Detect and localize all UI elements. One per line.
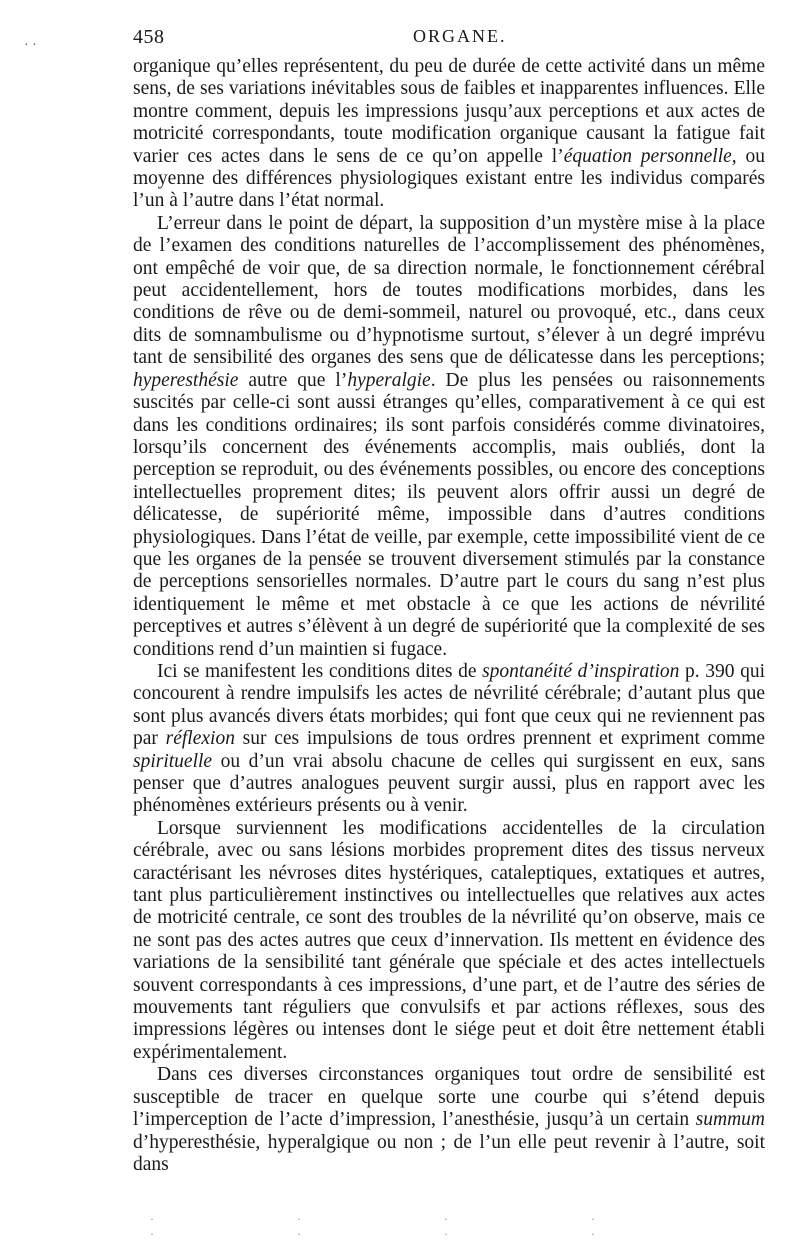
text-run: sur ces impulsions de tous ordres prennent et expriment comme bbox=[234, 728, 766, 750]
paragraph bbox=[133, 818, 765, 1064]
paragraph bbox=[133, 661, 765, 818]
footer-specks: · · · · · · · · bbox=[150, 1212, 665, 1241]
italic-term: spontanéité d’inspiration bbox=[482, 660, 680, 682]
italic-term: hyperesthésie bbox=[133, 369, 239, 391]
text-run: Ici se manifestent les conditions dites de bbox=[157, 660, 483, 682]
page-header bbox=[0, 20, 800, 53]
text-run: organique qu’elles représentent, du peu de durée de cette activité dans un même sens, de ses variations inévitables sous de faibles et inapparentes influences. Elle montre comment, depuis les impressions jusqu’aux perceptions et aux actes de motricité correspondants, toute modification organique causant la fatigue fait varier ces actes dans le sens de ce qu’on appelle l’ bbox=[133, 56, 765, 167]
margin-mark: · · bbox=[24, 38, 37, 53]
italic-term: spirituelle bbox=[133, 750, 213, 772]
text-run: Dans ces diverses circonstances organiques tout ordre de sensibilité est susceptible de tracer en quelque sorte une courbe qui s’étend depuis l’imperception de l’acte d’impression, l’anesthésie, jusqu’à un certain bbox=[133, 1064, 765, 1131]
text-run: autre que l’ bbox=[238, 369, 348, 391]
text-run: L’erreur dans le point de départ, la supposition d’un mystère mise à la place de l’examen des conditions naturelles de l’accomplissement des phénomènes, ont empêché de voir que, de sa direction normale, le fonctionnement cérébral peut accidentellement, hors de toutes modifications morbides, dans les conditions de rêve ou de demi-sommeil, naturel ou provoqué, etc., dans ceux dits de somnambulisme ou d’hypnotisme surtout, s’élever à un degré imprévu tant de sensibilité des organes des sens que de délicatesse dans les perceptions; bbox=[133, 212, 765, 369]
paragraph bbox=[133, 1064, 765, 1176]
text-run: d’hyperesthésie, hyperalgique ou non ; de l’un elle peut revenir à l’autre, soit dans bbox=[133, 1131, 765, 1175]
running-title: ORGANE. bbox=[413, 26, 507, 46]
page-number: 458 bbox=[133, 26, 165, 48]
italic-term: réflexion bbox=[165, 728, 235, 750]
italic-term: hyperalgie bbox=[347, 369, 431, 391]
paragraph bbox=[133, 213, 765, 661]
text-run: ou d’un vrai absolu chacune de celles qui surgissent en eux, sans penser que d’autres analogues peuvent surgir aussi, plus en rapport avec les phénomènes extérieurs présents ou à venir. bbox=[133, 750, 765, 817]
text-run: Lorsque surviennent les modifications accidentelles de la circulation cérébrale, avec ou sans lésions morbides proprement dites des tissus nerveux caractérisant les névroses dites hystériques, cataleptiques, extatiques et autres, tant plus particulièrement instinctives ou intellectuelles que relatives aux actes de motricité centrale, ce sont des troubles de la névrilité qu’on observe, mais ce ne sont pas des actes autres que ceux d’innervation. Ils mettent en évidence des variations de la sensibilité tant générale que spéciale et des actes intellectuels souvent correspondants à ces impressions, d’une part, et de l’autre des séries de mouvements tant réguliers que convulsifs et par actions réflexes, sous des impressions légères ou intenses dont le siége peut et doit être nettement établi expérimentalement. bbox=[133, 817, 765, 1063]
text-run: . De plus les pensées ou raisonnements suscités par celle-ci sont aussi étranges qu’elles, comparativement à ce qui est dans les conditions ordinaires; ils sont parfois considérés comme divinatoires, lorsqu’ils concernent des événements accomplis, mais oubliés, dont la perception se reproduit, ou des événements possibles, ou encore des conceptions intellectuelles proprement dites; ils peuvent alors offrir aussi un degré de délicatesse, de supériorité même, impossible dans d’autres conditions physiologiques. Dans l’état de veille, par exemple, cette impossibilité vient de ce que les organes de la pensée se trouvent diversement stimulés par la constance de perceptions sensorielles normales. D’autre part le cours du sang n’est plus identiquement le même et met obstacle à ce que les actions de névrilité perceptives et autres s’élèvent à un degré de supériorité que la complexité de ses conditions rend d’un maintien si fugace. bbox=[133, 369, 765, 660]
paragraph bbox=[133, 56, 765, 213]
text-run: p. 390 qui concourent à rendre impulsifs les actes de névrilité cérébrale; d’autant plus que sont plus avancés divers états morbides; qui font que ceux qui ne reviennent pas par bbox=[133, 660, 765, 750]
italic-term: summum bbox=[695, 1109, 765, 1131]
italic-term: équation personnelle bbox=[563, 145, 732, 167]
body-text bbox=[133, 56, 765, 1176]
text-run: , ou moyenne des différences physiologiques existant entre les individus comparés l’un à l’autre dans l’état normal. bbox=[133, 145, 766, 212]
